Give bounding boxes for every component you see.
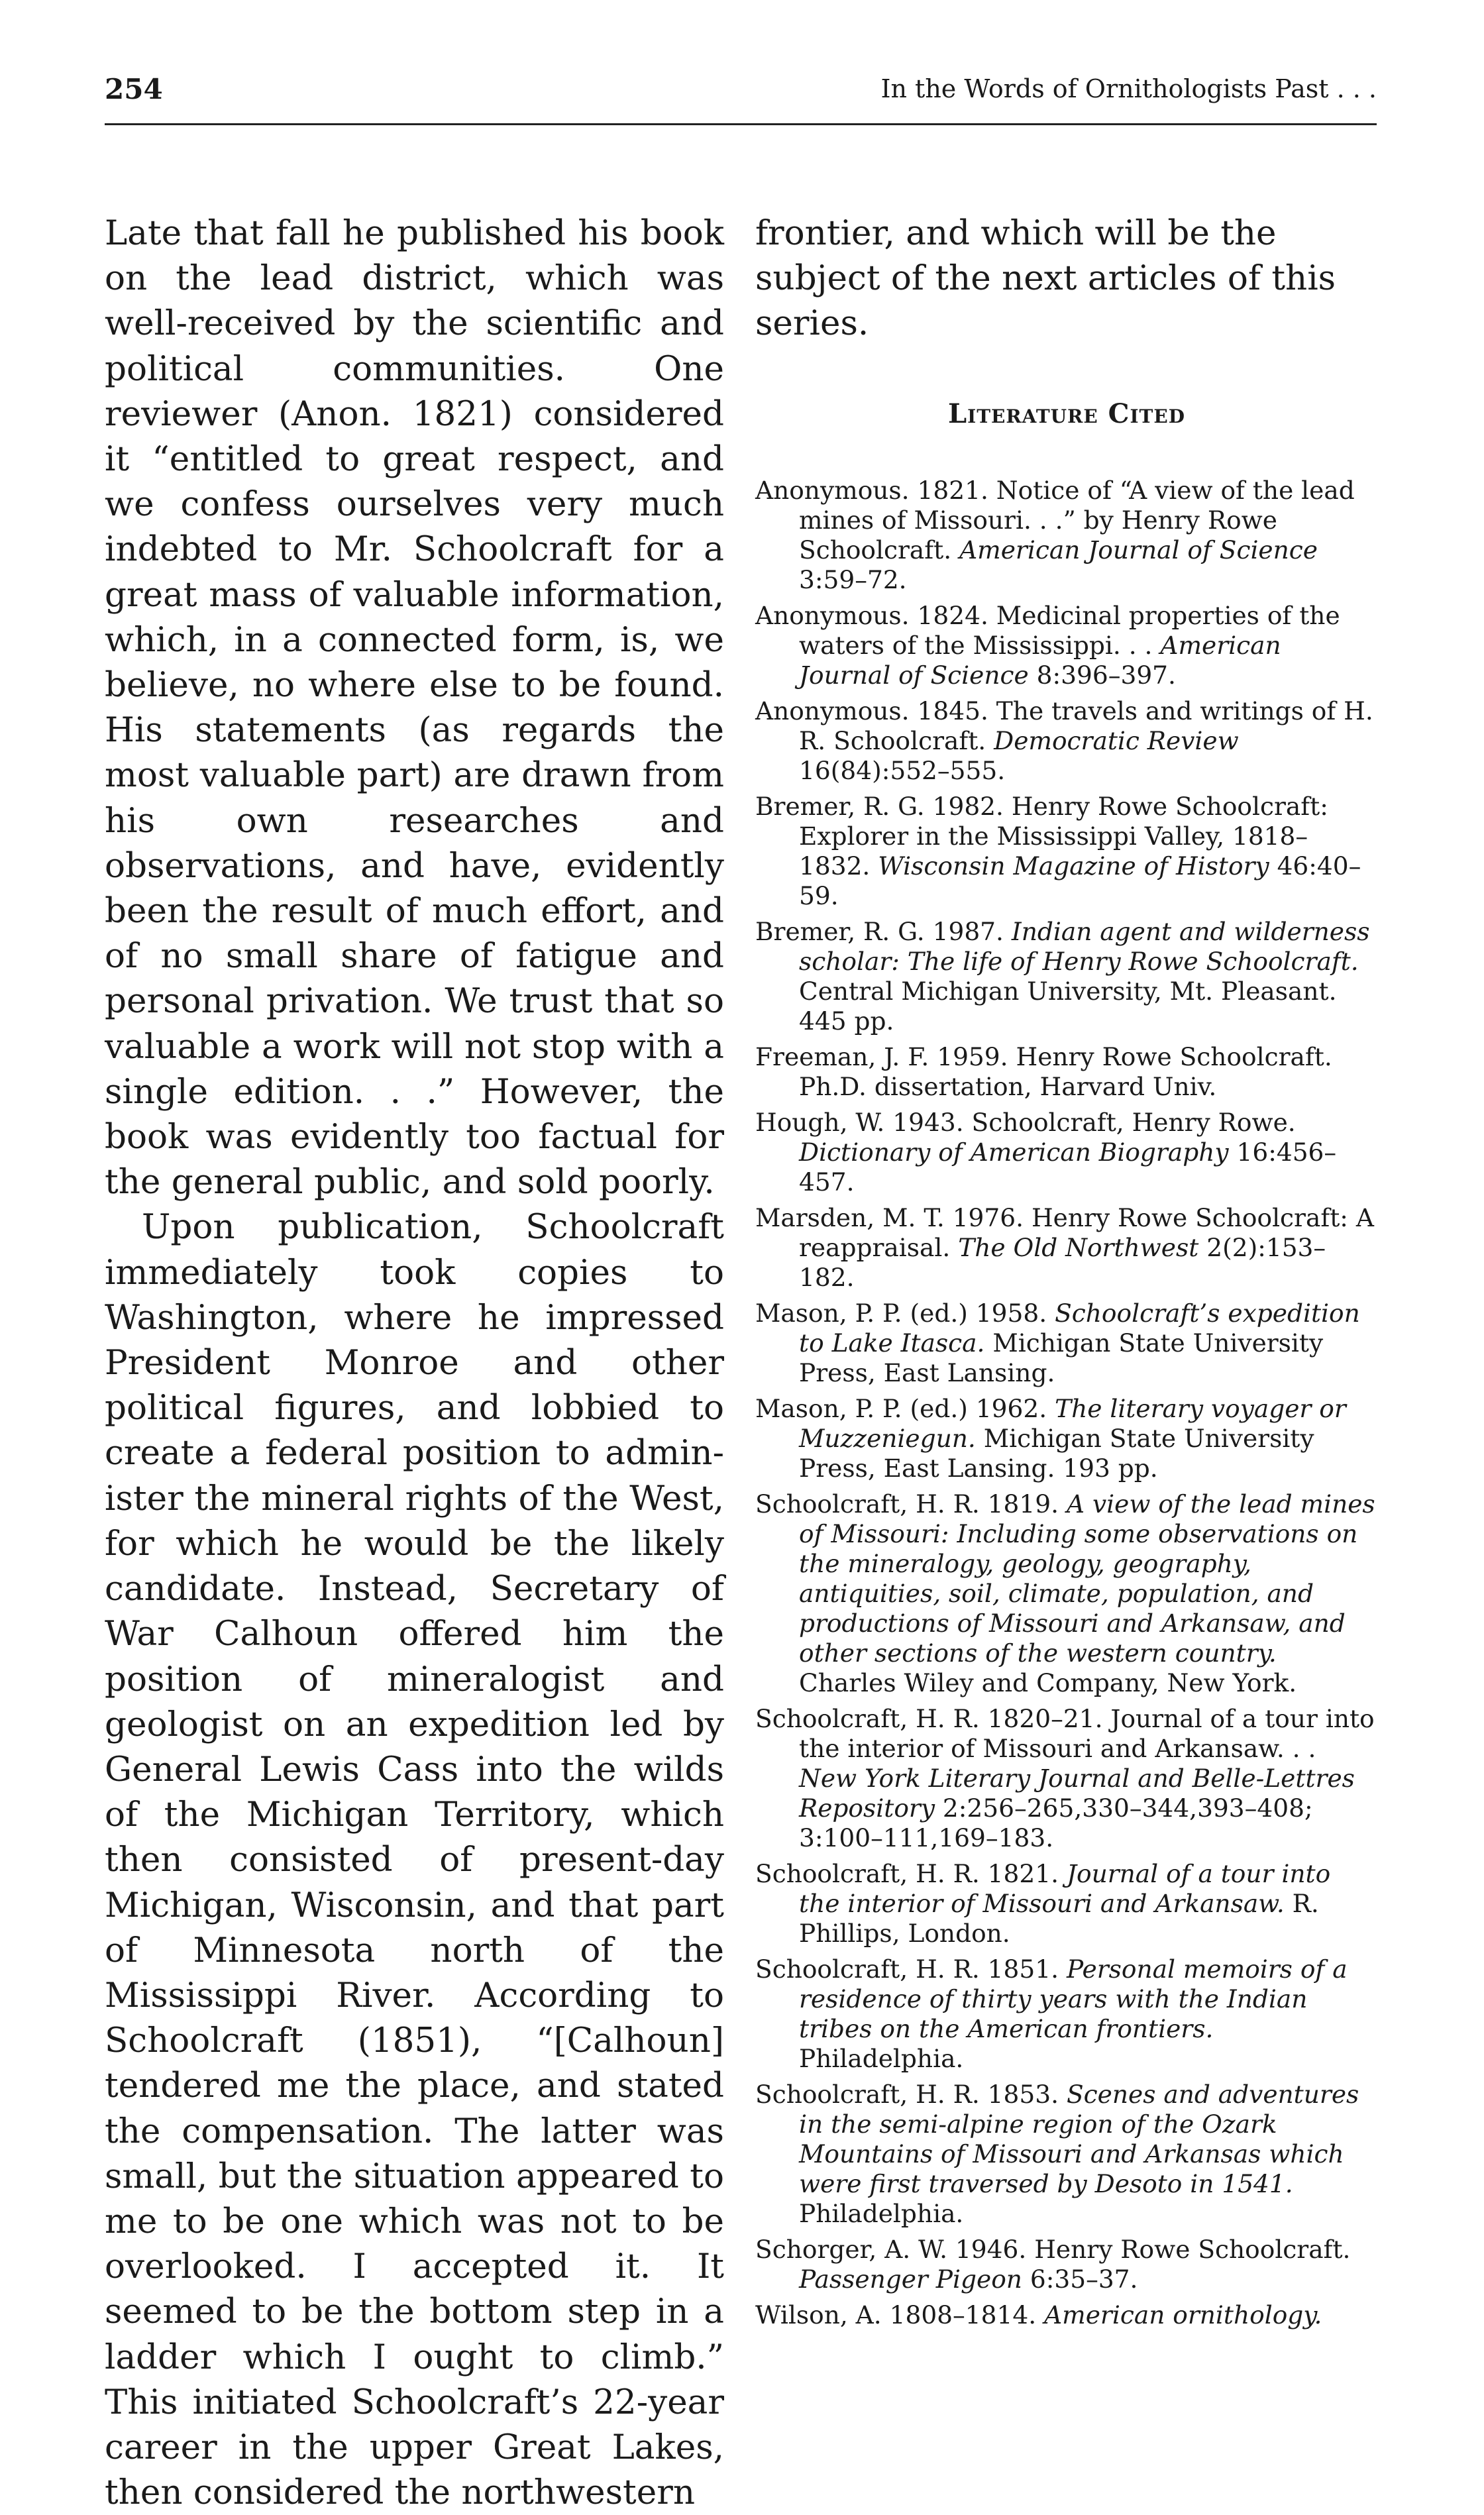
literature-cited-heading: Literature Cited (947, 398, 1186, 429)
reference-entry (755, 476, 1378, 595)
reference-title: Wisconsin Magazine of History (878, 851, 1269, 881)
reference-details: 8:396–397. (1028, 660, 1176, 690)
reference-author-year: Anonymous. 1845. The travels and writings of H. R. Schoolcraft. (755, 696, 1373, 755)
reference-entry (755, 1489, 1378, 1698)
reference-details: Michigan State University Press, East Lansing. 193 pp. (799, 1423, 1314, 1483)
reference-entry (755, 917, 1378, 1036)
reference-details: Michigan State University Press, East Lansing. (799, 1328, 1324, 1387)
reference-title: The literary voyager or Muzzeniegun. (799, 1393, 1346, 1453)
reference-details: 6:35–37. (1022, 2264, 1138, 2294)
reference-author-year: Schoolcraft, H. R. 1853. (755, 2079, 1067, 2109)
page-header (105, 66, 1377, 125)
reference-entry (755, 2080, 1378, 2229)
reference-author-year: Marsden, M. T. 1976. Henry Rowe Schoolcraft: A reappraisal. (755, 1203, 1374, 1262)
right-column (755, 211, 1378, 2336)
reference-title: Democratic Review (994, 725, 1239, 755)
reference-author-year: Anonymous. 1824. Medicinal properties of the waters of the Mississippi. . . (755, 600, 1340, 660)
reference-entry (755, 1954, 1378, 2074)
body-paragraph: Upon publication, Schoolcraft immediately took copies to Washington, where he impressed President Monroe and other political figures, and lobbied to create a federal position to administer the mineral rights of the West, for which he would be the likely candidate. Instead, Secretary of War Calhoun offered him the position of mineralogist and geologist on an expedition led by General Lewis Cass into the wilds of the Michigan Territory, which then consisted of present-day Michigan, Wisconsin, and that part of Minnesota north of the Mississippi River. According to Schoolcraft (1851), “[Calhoun] tendered me the place, and stated the compensation. The latter was small, but the situation appeared to me to be one which was not to be overlooked. I accepted it. It seemed to be the bottom step in a ladder which I ought to climb.” This initiated Schoolcraft’s 22-year career in the upper Great Lakes, then considered the northwestern (105, 1207, 724, 2513)
reference-title: American Journal of Science (799, 630, 1281, 690)
reference-author-year: Wilson, A. 1808–1814. (755, 2300, 1045, 2329)
reference-author-year: Schoolcraft, H. R. 1820–21. Journal of a tour into the interior of Missouri and Arkansaw. . . (755, 1703, 1375, 1763)
reference-details: 16(84):552–555. (799, 755, 1006, 785)
reference-details: R. Phillips, London. (799, 1888, 1319, 1948)
reference-author-year: Mason, P. P. (ed.) 1962. (755, 1393, 1055, 1423)
reference-title: The Old Northwest (958, 1232, 1199, 1262)
reference-title: Dictionary of American Biography (799, 1137, 1229, 1167)
reference-title: A view of the lead mines of Missouri: Including some observations on the mineralogy, geology, geography, antiquities, soil, climate, population, and productions of Missouri and Arkansaw, and other sections of the western country. (799, 1489, 1375, 1668)
reference-title: Journal of a tour into the interior of Missouri and Arkansaw. (799, 1858, 1331, 1918)
reference-details: 3:59–72. (799, 564, 907, 594)
reference-author-year: Hough, W. 1943. Schoolcraft, Henry Rowe. (755, 1107, 1296, 1137)
reference-entry (755, 1203, 1378, 1293)
reference-title: Personal memoirs of a residence of thirty years with the Indian tribes on the American frontiers. (799, 1954, 1348, 2043)
reference-details: 46:40–59. (799, 851, 1361, 910)
reference-entry (755, 1299, 1378, 1388)
reference-details: Philadelphia. (799, 2198, 964, 2228)
reference-entry (755, 601, 1378, 690)
reference-author-year: Schoolcraft, H. R. 1851. (755, 1954, 1067, 1984)
body-paragraph: Late that fall he published his book on the lead district, which was well-received by the scientific and political communities. One reviewer (Anon. 1821) considered it “entitled to great respect, and we confess ourselves very much indebted to Mr. Schoolcraft for a great mass of valuable information, which, in a connected form, is, we believe, no where else to be found. His statements (as regards the most valuable part) are drawn from his own researches and observations, and have, evidently been the result of much effort, and of no small share of fatigue and personal privation. We trust that so valuable a work will not stop with a single edition. . .” However, the book was evidently too factual for the general public, and sold poorly. (105, 213, 724, 1203)
reference-title: American ornithology. (1044, 2300, 1322, 2329)
reference-author-year: Bremer, R. G. 1982. Henry Rowe Schoolcraft: Explorer in the Mississippi Valley, 1818–1832. (755, 791, 1328, 881)
reference-list (755, 476, 1378, 2330)
reference-title: New York Literary Journal and Belle-Lettres Repository (799, 1763, 1355, 1823)
left-column (105, 211, 724, 2515)
reference-details: 16:456–457. (799, 1137, 1337, 1197)
running-title: In the Words of Ornithologists Past . . . (880, 74, 1377, 103)
reference-details: Central Michigan University, Mt. Pleasant. 445 pp. (799, 976, 1337, 1036)
reference-title: American Journal of Science (959, 535, 1318, 564)
closing-paragraph: frontier, and which will be the subject of the next articles of this series. (755, 213, 1336, 344)
reference-title: Schoolcraft’s expedition to Lake Itasca. (799, 1298, 1360, 1358)
reference-entry (755, 1704, 1378, 1853)
reference-details: Philadelphia. (799, 2043, 964, 2073)
reference-author-year: Bremer, R. G. 1987. (755, 916, 1012, 946)
reference-details: Charles Wiley and Company, New York. (799, 1668, 1297, 1697)
reference-title: Indian agent and wilderness scholar: The life of Henry Rowe Schoolcraft. (799, 916, 1370, 976)
reference-entry (755, 696, 1378, 786)
reference-title: Passenger Pigeon (799, 2264, 1022, 2294)
reference-entry (755, 1108, 1378, 1197)
reference-author-year: Schoolcraft, H. R. 1819. (755, 1489, 1067, 1519)
reference-author-year: Schorger, A. W. 1946. Henry Rowe Schoolcraft. (755, 2234, 1351, 2264)
reference-entry (755, 1859, 1378, 1949)
reference-entry (755, 1042, 1378, 1102)
reference-entry (755, 1394, 1378, 1483)
reference-author-year: Freeman, J. F. 1959. Henry Rowe Schoolcraft. Ph.D. dissertation, Harvard Univ. (755, 1042, 1332, 1101)
reference-title: Scenes and adventures in the semi-alpine region of the Ozark Mountains of Missouri and Arkansas which were first traversed by Desoto in 1541. (799, 2079, 1359, 2198)
reference-entry (755, 2300, 1378, 2330)
reference-author-year: Schoolcraft, H. R. 1821. (755, 1858, 1067, 1888)
reference-details: 2:256–265,330–344,393–408; 3:100–111,169–183. (799, 1793, 1313, 1852)
reference-entry (755, 792, 1378, 911)
reference-details: 2(2):153–182. (799, 1232, 1326, 1292)
reference-entry (755, 2235, 1378, 2294)
reference-author-year: Mason, P. P. (ed.) 1958. (755, 1298, 1055, 1328)
reference-author-year: Anonymous. 1821. Notice of “A view of the lead mines of Missouri. . .” by Henry Rowe Schoolcraft. (755, 475, 1355, 564)
page-number: 254 (105, 73, 163, 105)
